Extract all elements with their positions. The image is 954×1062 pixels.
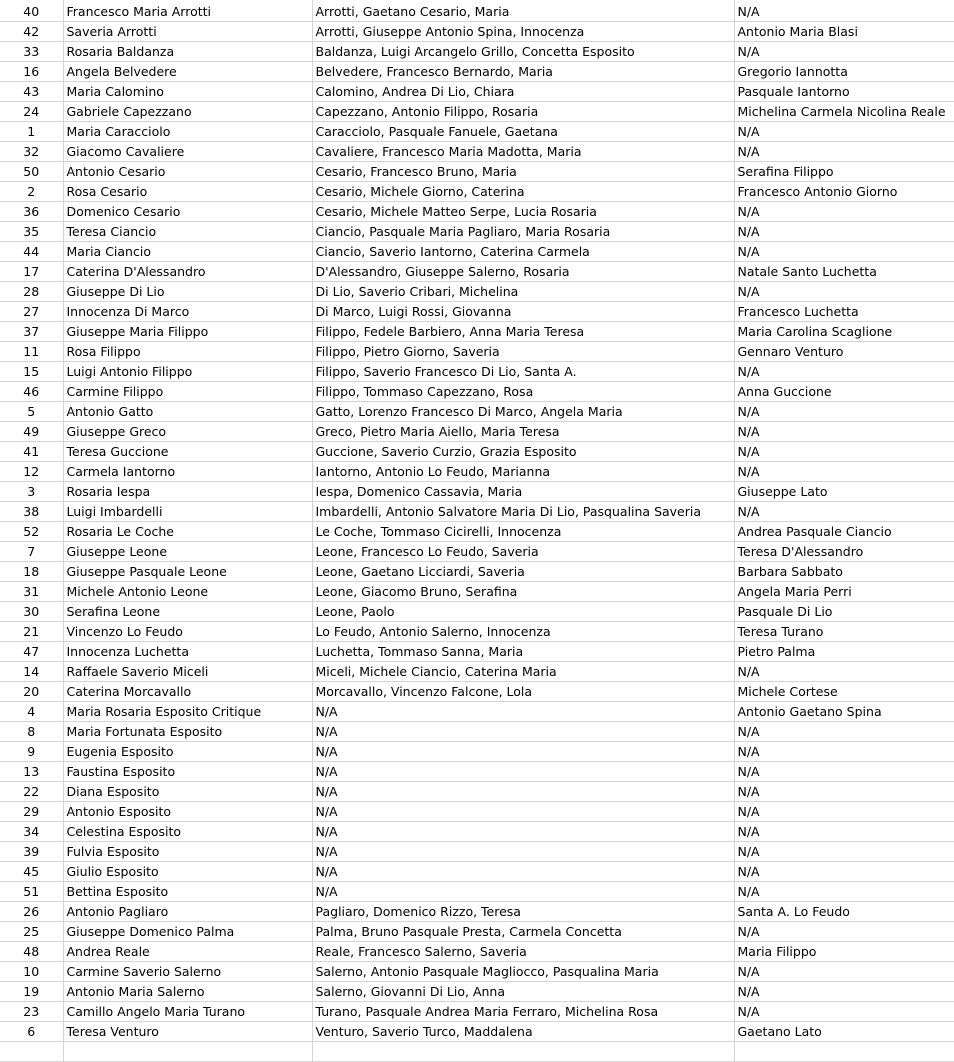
cell-parents[interactable]: Filippo, Saverio Francesco Di Lio, Santa A. — [312, 361, 734, 381]
cell-id[interactable]: 11 — [0, 341, 63, 361]
table-row — [0, 321, 954, 341]
table-row — [0, 801, 954, 821]
cell-id[interactable]: 10 — [0, 961, 63, 981]
cell-spouse[interactable]: Teresa D'Alessandro — [734, 541, 954, 561]
cell-name[interactable]: Giacomo Cavaliere — [63, 141, 312, 161]
cell-id[interactable]: 4 — [0, 701, 63, 721]
cell-spouse[interactable]: N/A — [734, 921, 954, 941]
cell-spouse[interactable]: Pietro Palma — [734, 641, 954, 661]
cell-parents[interactable]: Arrotti, Gaetano Cesario, Maria — [312, 0, 734, 21]
cell-id[interactable]: 26 — [0, 901, 63, 921]
cell-id[interactable]: 45 — [0, 861, 63, 881]
table-row — [0, 481, 954, 501]
table-row — [0, 301, 954, 321]
cell-id[interactable]: 25 — [0, 921, 63, 941]
table-row — [0, 981, 954, 1001]
cell-id[interactable]: 43 — [0, 81, 63, 101]
cell-name[interactable]: Fulvia Esposito — [63, 841, 312, 861]
cell-parents[interactable]: Luchetta, Tommaso Sanna, Maria — [312, 641, 734, 661]
cell-parents[interactable]: Leone, Francesco Lo Feudo, Saveria — [312, 541, 734, 561]
cell-spouse[interactable]: Natale Santo Luchetta — [734, 261, 954, 281]
table-row — [0, 1001, 954, 1021]
cell-name[interactable]: Giuseppe Maria Filippo — [63, 321, 312, 341]
cell-id[interactable]: 7 — [0, 541, 63, 561]
cell-parents[interactable]: D'Alessandro, Giuseppe Salerno, Rosaria — [312, 261, 734, 281]
cell-name[interactable]: Antonio Pagliaro — [63, 901, 312, 921]
cell-parents[interactable]: N/A — [312, 701, 734, 721]
cell-id[interactable]: 21 — [0, 621, 63, 641]
cell-id[interactable]: 9 — [0, 741, 63, 761]
cell-spouse[interactable]: Pasquale Di Lio — [734, 601, 954, 621]
cell-name[interactable]: Antonio Cesario — [63, 161, 312, 181]
cell-parents[interactable]: Lo Feudo, Antonio Salerno, Innocenza — [312, 621, 734, 641]
cell-name[interactable]: Rosaria Iespa — [63, 481, 312, 501]
table-row — [0, 561, 954, 581]
cell-id[interactable]: 27 — [0, 301, 63, 321]
cell-name[interactable]: Celestina Esposito — [63, 821, 312, 841]
cell-spouse[interactable]: Barbara Sabbato — [734, 561, 954, 581]
cell-spouse[interactable]: Gaetano Lato — [734, 1021, 954, 1041]
cell-spouse[interactable]: N/A — [734, 881, 954, 901]
cell-parents[interactable]: N/A — [312, 881, 734, 901]
cell-name[interactable]: Bettina Esposito — [63, 881, 312, 901]
cell-id[interactable]: 19 — [0, 981, 63, 1001]
table-row — [0, 201, 954, 221]
cell-parents[interactable]: Gatto, Lorenzo Francesco Di Marco, Angela Maria — [312, 401, 734, 421]
cell-parents[interactable]: Baldanza, Luigi Arcangelo Grillo, Concetta Esposito — [312, 41, 734, 61]
cell-spouse[interactable]: N/A — [734, 781, 954, 801]
cell-spouse[interactable]: N/A — [734, 0, 954, 21]
cell-name[interactable]: Andrea Reale — [63, 941, 312, 961]
table-row — [0, 901, 954, 921]
cell-spouse[interactable]: N/A — [734, 741, 954, 761]
cell-spouse[interactable]: N/A — [734, 961, 954, 981]
cell-name[interactable]: Giuseppe Leone — [63, 541, 312, 561]
cell-parents[interactable]: Filippo, Pietro Giorno, Saveria — [312, 341, 734, 361]
cell-parents[interactable]: N/A — [312, 801, 734, 821]
table-row — [0, 501, 954, 521]
cell-spouse[interactable]: Andrea Pasquale Ciancio — [734, 521, 954, 541]
table-row — [0, 641, 954, 661]
cell-id[interactable]: 50 — [0, 161, 63, 181]
cell-id[interactable]: 14 — [0, 661, 63, 681]
cell-parents[interactable]: N/A — [312, 761, 734, 781]
cell-parents[interactable]: Filippo, Tommaso Capezzano, Rosa — [312, 381, 734, 401]
cell-spouse[interactable]: N/A — [734, 441, 954, 461]
table-row — [0, 141, 954, 161]
cell-id[interactable]: 37 — [0, 321, 63, 341]
cell-parents[interactable]: Iantorno, Antonio Lo Feudo, Marianna — [312, 461, 734, 481]
table-row — [0, 1021, 954, 1041]
cell-parents[interactable]: Morcavallo, Vincenzo Falcone, Lola — [312, 681, 734, 701]
table-row — [0, 41, 954, 61]
cell-id[interactable]: 5 — [0, 401, 63, 421]
cell-spouse[interactable]: Francesco Luchetta — [734, 301, 954, 321]
table-row — [0, 401, 954, 421]
cell-spouse[interactable]: N/A — [734, 121, 954, 141]
table-row — [0, 101, 954, 121]
cell-parents[interactable]: Reale, Francesco Salerno, Saveria — [312, 941, 734, 961]
table-row — [0, 241, 954, 261]
cell-parents[interactable]: Leone, Paolo — [312, 601, 734, 621]
cell-parents[interactable]: Le Coche, Tommaso Cicirelli, Innocenza — [312, 521, 734, 541]
cell-spouse[interactable]: Maria Filippo — [734, 941, 954, 961]
cell-parents[interactable]: Di Lio, Saverio Cribari, Michelina — [312, 281, 734, 301]
cell-name[interactable]: Maria Ciancio — [63, 241, 312, 261]
table-row — [0, 961, 954, 981]
cell-spouse[interactable]: Teresa Turano — [734, 621, 954, 641]
cell-id[interactable]: 23 — [0, 1001, 63, 1021]
cell-parents[interactable]: N/A — [312, 861, 734, 881]
cell-name[interactable]: Maria Caracciolo — [63, 121, 312, 141]
cell-name[interactable]: Vincenzo Lo Feudo — [63, 621, 312, 641]
cell-id[interactable]: 47 — [0, 641, 63, 661]
cell-spouse[interactable]: Antonio Gaetano Spina — [734, 701, 954, 721]
table-row — [0, 741, 954, 761]
cell-parents[interactable]: Salerno, Antonio Pasquale Magliocco, Pasqualina Maria — [312, 961, 734, 981]
cell-spouse[interactable]: N/A — [734, 241, 954, 261]
cell-spouse[interactable]: N/A — [734, 761, 954, 781]
cell-parents[interactable]: Miceli, Michele Ciancio, Caterina Maria — [312, 661, 734, 681]
cell-parents[interactable]: N/A — [312, 721, 734, 741]
cell-id[interactable]: 29 — [0, 801, 63, 821]
cell-name[interactable]: Carmine Saverio Salerno — [63, 961, 312, 981]
cell-id[interactable]: 40 — [0, 0, 63, 21]
cell-name[interactable]: Teresa Guccione — [63, 441, 312, 461]
cell-parents[interactable]: Leone, Gaetano Licciardi, Saveria — [312, 561, 734, 581]
cell-id[interactable]: 51 — [0, 881, 63, 901]
cell-spouse[interactable]: N/A — [734, 841, 954, 861]
cell-id[interactable]: 46 — [0, 381, 63, 401]
cell-parents[interactable]: N/A — [312, 741, 734, 761]
cell-spouse[interactable]: N/A — [734, 821, 954, 841]
cell-parents[interactable]: Di Marco, Luigi Rossi, Giovanna — [312, 301, 734, 321]
cell-id[interactable]: 41 — [0, 441, 63, 461]
cell-spouse[interactable]: N/A — [734, 501, 954, 521]
cell-name[interactable]: Gabriele Capezzano — [63, 101, 312, 121]
cell-spouse[interactable]: N/A — [734, 221, 954, 241]
cell-id[interactable]: 1 — [0, 121, 63, 141]
cell-id[interactable]: 52 — [0, 521, 63, 541]
cell-id[interactable]: 42 — [0, 21, 63, 41]
cell-id[interactable]: 28 — [0, 281, 63, 301]
table-row — [0, 281, 954, 301]
cell-id[interactable]: 12 — [0, 461, 63, 481]
empty-cell[interactable] — [0, 1041, 63, 1061]
cell-spouse[interactable]: Pasquale Iantorno — [734, 81, 954, 101]
table-row — [0, 21, 954, 41]
cell-name[interactable]: Michele Antonio Leone — [63, 581, 312, 601]
table-row — [0, 361, 954, 381]
cell-spouse[interactable]: Santa A. Lo Feudo — [734, 901, 954, 921]
cell-spouse[interactable]: N/A — [734, 41, 954, 61]
cell-name[interactable]: Diana Esposito — [63, 781, 312, 801]
cell-name[interactable]: Rosaria Baldanza — [63, 41, 312, 61]
cell-parents[interactable]: Cavaliere, Francesco Maria Madotta, Maria — [312, 141, 734, 161]
cell-name[interactable]: Innocenza Luchetta — [63, 641, 312, 661]
cell-parents[interactable]: Capezzano, Antonio Filippo, Rosaria — [312, 101, 734, 121]
cell-name[interactable]: Giuseppe Domenico Palma — [63, 921, 312, 941]
empty-cell[interactable] — [734, 1041, 954, 1061]
cell-id[interactable]: 22 — [0, 781, 63, 801]
cell-parents[interactable]: Pagliaro, Domenico Rizzo, Teresa — [312, 901, 734, 921]
cell-parents[interactable]: Salerno, Giovanni Di Lio, Anna — [312, 981, 734, 1001]
cell-name[interactable]: Giuseppe Di Lio — [63, 281, 312, 301]
cell-parents[interactable]: Filippo, Fedele Barbiero, Anna Maria Teresa — [312, 321, 734, 341]
table-row — [0, 661, 954, 681]
cell-parents[interactable]: Calomino, Andrea Di Lio, Chiara — [312, 81, 734, 101]
cell-spouse[interactable]: Gregorio Iannotta — [734, 61, 954, 81]
cell-spouse[interactable]: Gennaro Venturo — [734, 341, 954, 361]
cell-spouse[interactable]: Serafina Filippo — [734, 161, 954, 181]
cell-spouse[interactable]: N/A — [734, 281, 954, 301]
cell-name[interactable]: Serafina Leone — [63, 601, 312, 621]
cell-name[interactable]: Teresa Ciancio — [63, 221, 312, 241]
cell-id[interactable]: 24 — [0, 101, 63, 121]
cell-id[interactable]: 2 — [0, 181, 63, 201]
table-row — [0, 701, 954, 721]
cell-id[interactable]: 15 — [0, 361, 63, 381]
cell-name[interactable]: Giuseppe Greco — [63, 421, 312, 441]
cell-spouse[interactable]: Maria Carolina Scaglione — [734, 321, 954, 341]
table-row — [0, 61, 954, 81]
cell-parents[interactable]: Cesario, Michele Matteo Serpe, Lucia Rosaria — [312, 201, 734, 221]
table-row — [0, 221, 954, 241]
table-row — [0, 581, 954, 601]
cell-name[interactable]: Antonio Esposito — [63, 801, 312, 821]
cell-name[interactable]: Rosa Filippo — [63, 341, 312, 361]
cell-name[interactable]: Camillo Angelo Maria Turano — [63, 1001, 312, 1021]
table-row — [0, 421, 954, 441]
cell-id[interactable]: 44 — [0, 241, 63, 261]
cell-name[interactable]: Maria Fortunata Esposito — [63, 721, 312, 741]
cell-spouse[interactable]: N/A — [734, 721, 954, 741]
cell-spouse[interactable]: Michele Cortese — [734, 681, 954, 701]
cell-id[interactable]: 48 — [0, 941, 63, 961]
cell-id[interactable]: 6 — [0, 1021, 63, 1041]
cell-id[interactable]: 34 — [0, 821, 63, 841]
table-row — [0, 941, 954, 961]
cell-id[interactable]: 13 — [0, 761, 63, 781]
cell-parents[interactable]: Caracciolo, Pasquale Fanuele, Gaetana — [312, 121, 734, 141]
table-row — [0, 601, 954, 621]
cell-id[interactable]: 49 — [0, 421, 63, 441]
cell-parents[interactable]: N/A — [312, 821, 734, 841]
cell-spouse[interactable]: N/A — [734, 361, 954, 381]
cell-parents[interactable]: Greco, Pietro Maria Aiello, Maria Teresa — [312, 421, 734, 441]
cell-name[interactable]: Caterina Morcavallo — [63, 681, 312, 701]
table-row — [0, 721, 954, 741]
table-row — [0, 81, 954, 101]
empty-cell[interactable] — [63, 1041, 312, 1061]
cell-name[interactable]: Antonio Gatto — [63, 401, 312, 421]
cell-id[interactable]: 30 — [0, 601, 63, 621]
cell-id[interactable]: 35 — [0, 221, 63, 241]
table-row — [0, 0, 954, 21]
cell-name[interactable]: Giuseppe Pasquale Leone — [63, 561, 312, 581]
empty-cell[interactable] — [312, 1041, 734, 1061]
cell-parents[interactable]: Belvedere, Francesco Bernardo, Maria — [312, 61, 734, 81]
cell-id[interactable]: 17 — [0, 261, 63, 281]
cell-spouse[interactable]: N/A — [734, 981, 954, 1001]
cell-name[interactable]: Innocenza Di Marco — [63, 301, 312, 321]
cell-name[interactable]: Francesco Maria Arrotti — [63, 0, 312, 21]
cell-parents[interactable]: Cesario, Michele Giorno, Caterina — [312, 181, 734, 201]
cell-parents[interactable]: Cesario, Francesco Bruno, Maria — [312, 161, 734, 181]
cell-name[interactable]: Maria Rosaria Esposito Critique — [63, 701, 312, 721]
table-row — [0, 461, 954, 481]
cell-spouse[interactable]: Michelina Carmela Nicolina Reale — [734, 101, 954, 121]
cell-name[interactable]: Saveria Arrotti — [63, 21, 312, 41]
cell-name[interactable]: Maria Calomino — [63, 81, 312, 101]
cell-parents[interactable]: N/A — [312, 841, 734, 861]
table-row — [0, 181, 954, 201]
cell-id[interactable]: 32 — [0, 141, 63, 161]
table-row — [0, 861, 954, 881]
table-row — [0, 161, 954, 181]
cell-id[interactable]: 38 — [0, 501, 63, 521]
table-row — [0, 441, 954, 461]
cell-id[interactable]: 8 — [0, 721, 63, 741]
table-row — [0, 261, 954, 281]
cell-spouse[interactable]: N/A — [734, 661, 954, 681]
cell-spouse[interactable]: Francesco Antonio Giorno — [734, 181, 954, 201]
cell-id[interactable]: 18 — [0, 561, 63, 581]
table-row — [0, 381, 954, 401]
cell-spouse[interactable]: N/A — [734, 201, 954, 221]
cell-name[interactable]: Teresa Venturo — [63, 1021, 312, 1041]
cell-name[interactable]: Eugenia Esposito — [63, 741, 312, 761]
cell-name[interactable]: Angela Belvedere — [63, 61, 312, 81]
table-row — [0, 761, 954, 781]
cell-spouse[interactable]: N/A — [734, 861, 954, 881]
cell-name[interactable]: Caterina D'Alessandro — [63, 261, 312, 281]
cell-parents[interactable]: Turano, Pasquale Andrea Maria Ferraro, Michelina Rosa — [312, 1001, 734, 1021]
cell-id[interactable]: 36 — [0, 201, 63, 221]
cell-name[interactable]: Carmine Filippo — [63, 381, 312, 401]
cell-name[interactable]: Domenico Cesario — [63, 201, 312, 221]
table-row — [0, 781, 954, 801]
cell-name[interactable]: Rosa Cesario — [63, 181, 312, 201]
cell-spouse[interactable]: N/A — [734, 401, 954, 421]
table-row — [0, 821, 954, 841]
cell-parents[interactable]: Leone, Giacomo Bruno, Serafina — [312, 581, 734, 601]
cell-spouse[interactable]: N/A — [734, 1001, 954, 1021]
cell-parents[interactable]: Guccione, Saverio Curzio, Grazia Esposito — [312, 441, 734, 461]
cell-name[interactable]: Rosaria Le Coche — [63, 521, 312, 541]
table-row — [0, 621, 954, 641]
table-row — [0, 341, 954, 361]
cell-name[interactable]: Raffaele Saverio Miceli — [63, 661, 312, 681]
cell-parents[interactable]: Ciancio, Pasquale Maria Pagliaro, Maria Rosaria — [312, 221, 734, 241]
cell-name[interactable]: Faustina Esposito — [63, 761, 312, 781]
cell-parents[interactable]: Ciancio, Saverio Iantorno, Caterina Carmela — [312, 241, 734, 261]
cell-spouse[interactable]: Anna Guccione — [734, 381, 954, 401]
cell-id[interactable]: 20 — [0, 681, 63, 701]
cell-parents[interactable]: Palma, Bruno Pasquale Presta, Carmela Concetta — [312, 921, 734, 941]
cell-name[interactable]: Carmela Iantorno — [63, 461, 312, 481]
table-row — [0, 121, 954, 141]
table-row — [0, 921, 954, 941]
cell-name[interactable]: Luigi Imbardelli — [63, 501, 312, 521]
cell-parents[interactable]: Iespa, Domenico Cassavia, Maria — [312, 481, 734, 501]
empty-row — [0, 1041, 954, 1061]
cell-id[interactable]: 16 — [0, 61, 63, 81]
cell-name[interactable]: Luigi Antonio Filippo — [63, 361, 312, 381]
cell-parents[interactable]: Arrotti, Giuseppe Antonio Spina, Innocenza — [312, 21, 734, 41]
cell-parents[interactable]: Imbardelli, Antonio Salvatore Maria Di Lio, Pasqualina Saveria — [312, 501, 734, 521]
table-row — [0, 521, 954, 541]
table-row — [0, 881, 954, 901]
table-row — [0, 681, 954, 701]
cell-name[interactable]: Antonio Maria Salerno — [63, 981, 312, 1001]
table-row — [0, 541, 954, 561]
cell-id[interactable]: 39 — [0, 841, 63, 861]
cell-id[interactable]: 31 — [0, 581, 63, 601]
cell-spouse[interactable]: N/A — [734, 461, 954, 481]
table-row — [0, 841, 954, 861]
cell-spouse[interactable]: Antonio Maria Blasi — [734, 21, 954, 41]
cell-parents[interactable]: Venturo, Saverio Turco, Maddalena — [312, 1021, 734, 1041]
cell-spouse[interactable]: Giuseppe Lato — [734, 481, 954, 501]
cell-name[interactable]: Giulio Esposito — [63, 861, 312, 881]
cell-spouse[interactable]: N/A — [734, 141, 954, 161]
cell-spouse[interactable]: Angela Maria Perri — [734, 581, 954, 601]
cell-id[interactable]: 3 — [0, 481, 63, 501]
cell-spouse[interactable]: N/A — [734, 421, 954, 441]
cell-id[interactable]: 33 — [0, 41, 63, 61]
cell-spouse[interactable]: N/A — [734, 801, 954, 821]
cell-parents[interactable]: N/A — [312, 781, 734, 801]
